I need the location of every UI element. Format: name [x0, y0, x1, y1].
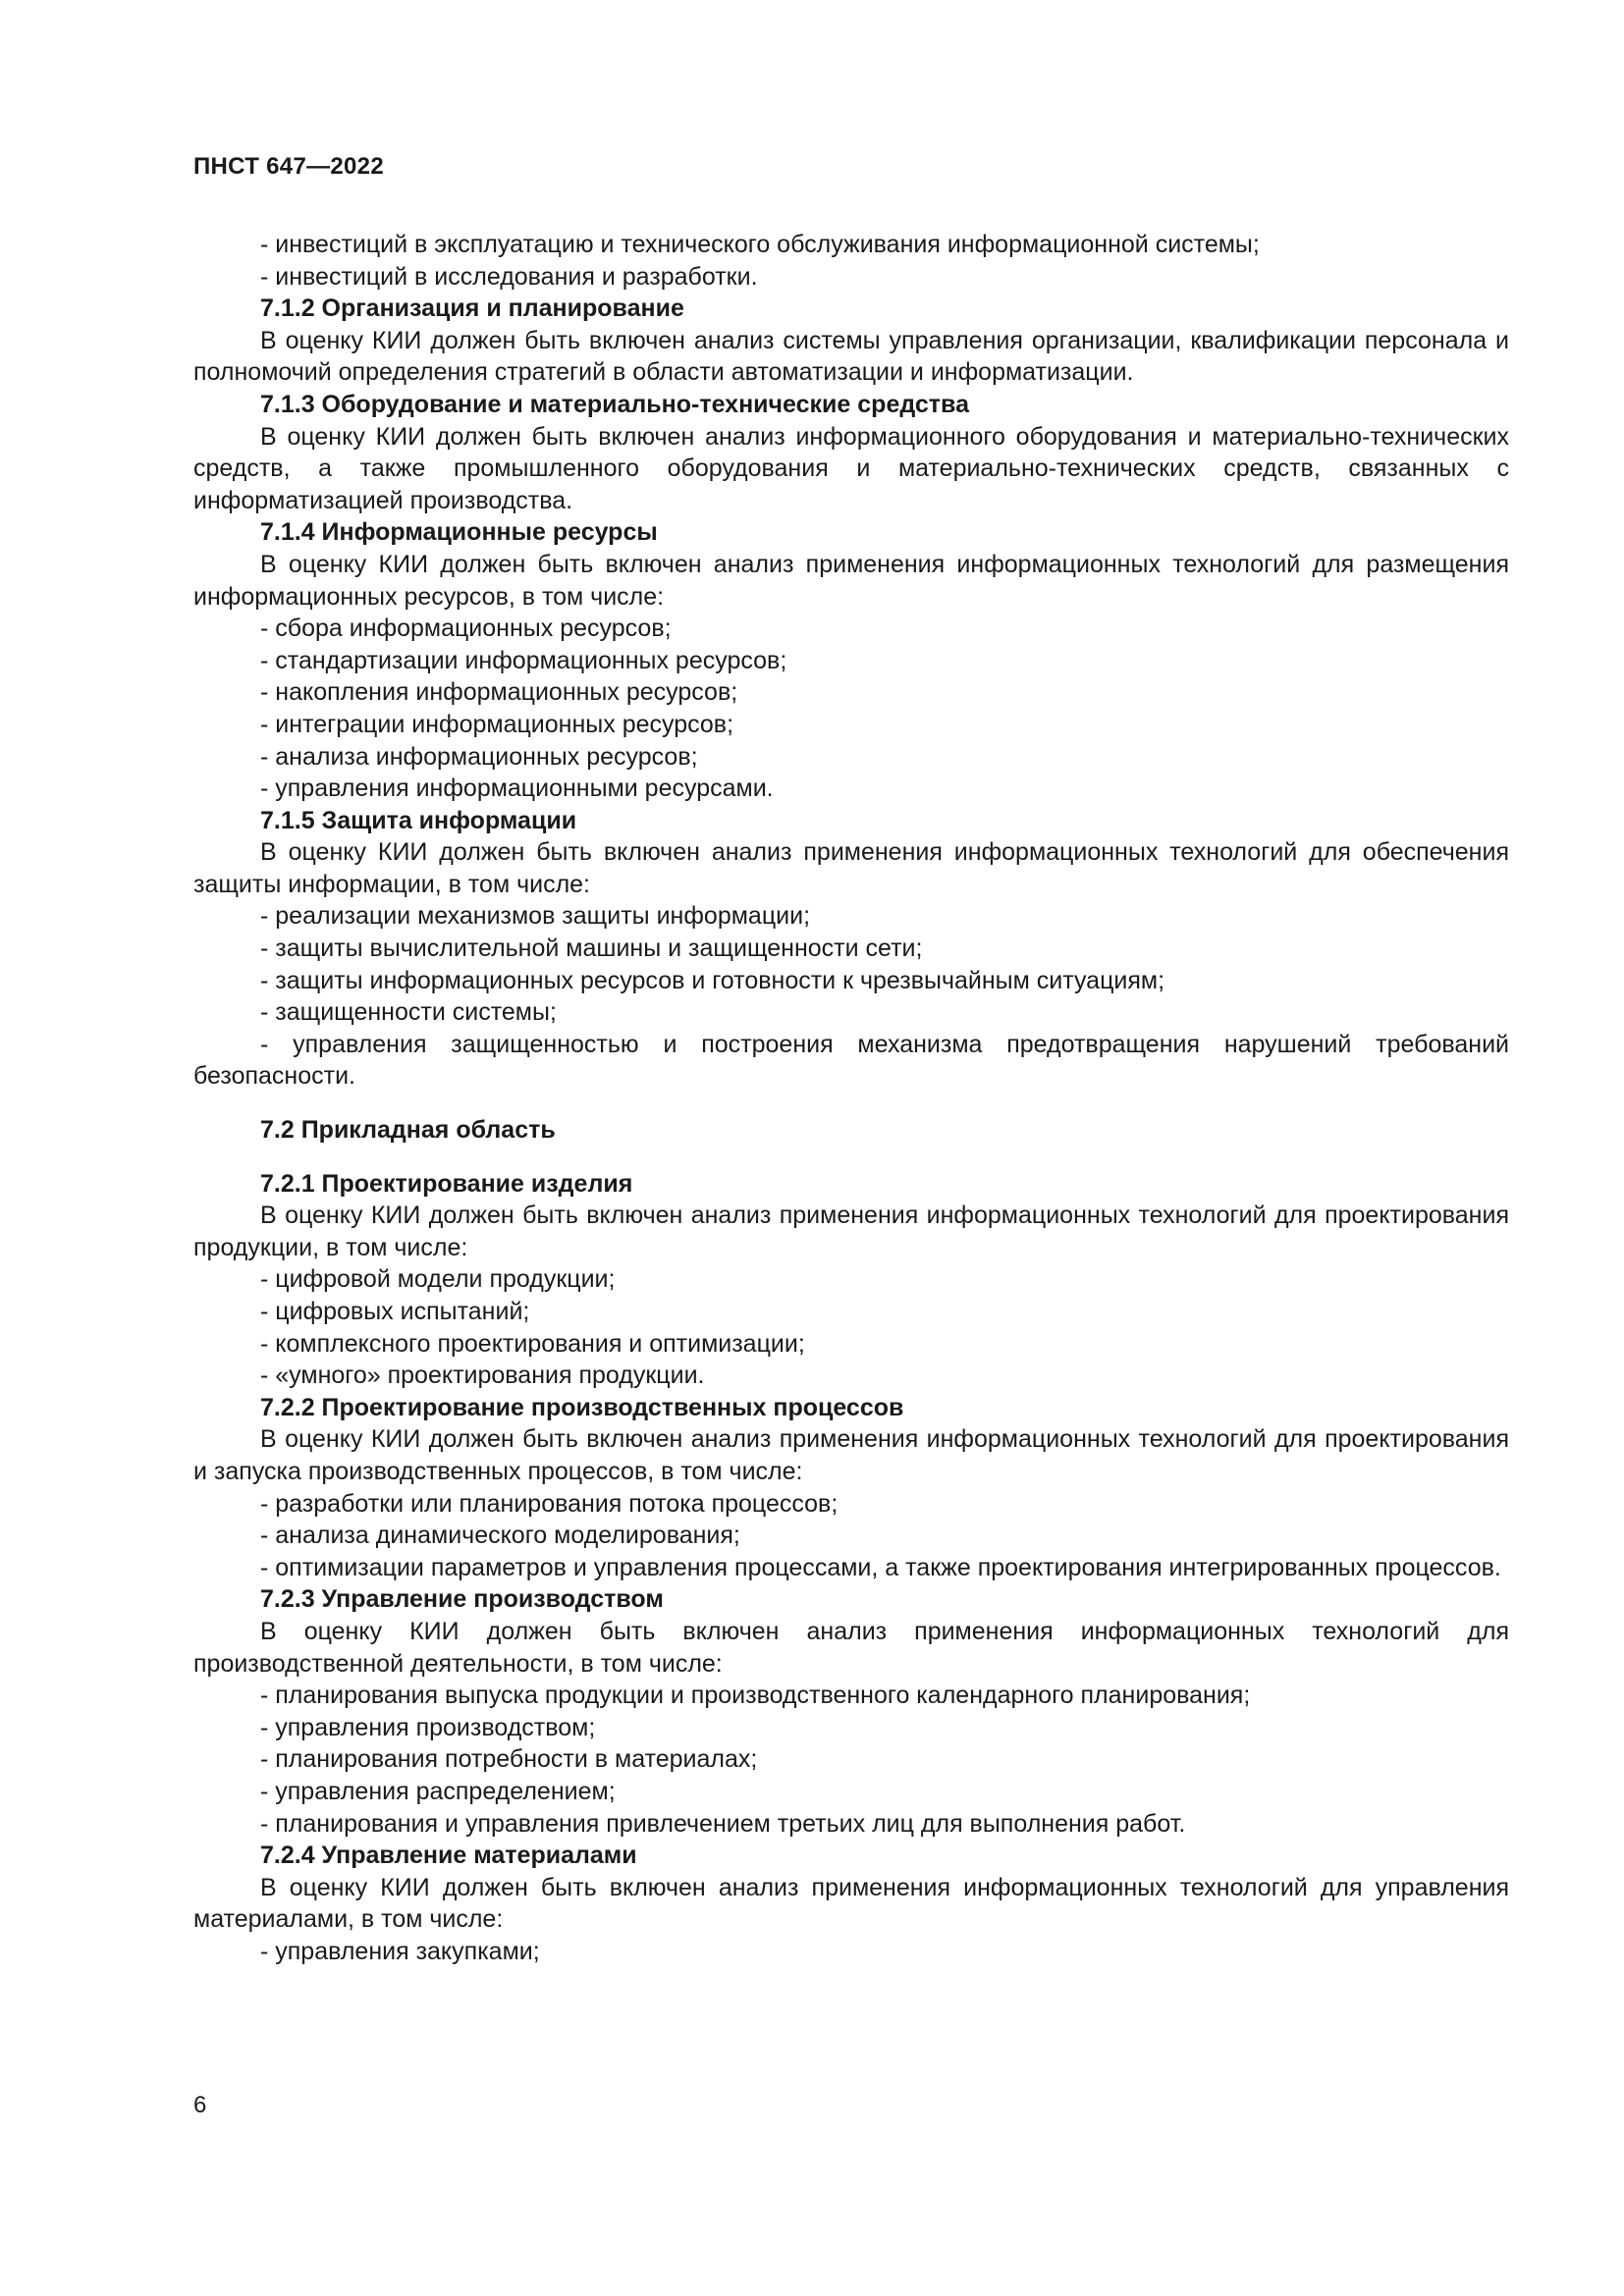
section-heading-7-1-2: 7.1.2 Организация и планирование	[260, 294, 684, 323]
section-heading-7-1-3: 7.1.3 Оборудование и материально-технические средства	[260, 390, 969, 418]
list-item: - инвестиций в исследования и разработки.	[260, 262, 758, 291]
list-item: - защиты вычислительной машины и защищенности сети;	[260, 934, 923, 963]
document-header: ПНСТ 647—2022	[193, 153, 384, 180]
paragraph: В оценку КИИ должен быть включен анализ применения информационных технологий для обеспечения защиты информации, в том числе:	[193, 838, 1509, 898]
list-item: - цифровых испытаний;	[260, 1298, 530, 1325]
list-item: - управления закупками;	[260, 1937, 540, 1965]
paragraph: В оценку КИИ должен быть включен анализ информационного оборудования и материально-технических средств, а также промышленного оборудования и материально-технических средств, связанных с информатизацией производства.	[193, 422, 1509, 514]
list-item: - «умного» проектирования продукции.	[260, 1362, 705, 1390]
section-heading-7-2-3: 7.2.3 Управление производством	[260, 1585, 664, 1614]
list-item: - планирования и управления привлечением третьих лиц для выполнения работ.	[260, 1809, 1186, 1838]
section-heading-7-1-4: 7.1.4 Информационные ресурсы	[260, 518, 658, 547]
list-item: - реализации механизмов защиты информации;	[260, 902, 811, 931]
list-item: - оптимизации параметров и управления процессами, а также проектирования интегрированных процессов.	[260, 1553, 1501, 1581]
section-heading-7-2-2: 7.2.2 Проектирование производственных процессов	[260, 1393, 904, 1421]
list-item: - накопления информационных ресурсов;	[260, 678, 738, 707]
section-heading-7-1-5: 7.1.5 Защита информации	[260, 806, 577, 834]
document-body	[193, 229, 1509, 1967]
list-item: - защищенности системы;	[260, 998, 557, 1027]
list-item: - управления защищенностью и построения механизма предотвращения нарушений требований безопасности.	[193, 1030, 1509, 1091]
list-item: - планирования выпуска продукции и производственного календарного планирования;	[260, 1682, 1251, 1710]
list-item: - анализа динамического моделирования;	[260, 1522, 740, 1550]
list-item: - стандартизации информационных ресурсов;	[260, 646, 787, 674]
list-item: - анализа информационных ресурсов;	[260, 742, 698, 771]
paragraph: В оценку КИИ должен быть включен анализ применения информационных технологий для управления материалами, в том числе:	[193, 1873, 1509, 1934]
list-item: - интеграции информационных ресурсов;	[260, 710, 734, 738]
paragraph: В оценку КИИ должен быть включен анализ применения информационных технологий для проектирования и запуска производственных процессов, в том числе:	[193, 1425, 1509, 1485]
section-heading-7-2-1: 7.2.1 Проектирование изделия	[260, 1169, 633, 1198]
list-item: - цифровой модели продукции;	[260, 1265, 616, 1294]
paragraph: В оценку КИИ должен быть включен анализ применения информационных технологий для проектирования продукции, в том числе:	[193, 1201, 1509, 1261]
list-item: - сбора информационных ресурсов;	[260, 614, 672, 643]
list-item: - комплексного проектирования и оптимизации;	[260, 1329, 805, 1358]
paragraph: В оценку КИИ должен быть включен анализ применения информационных технологий для производственной деятельности, в том числе:	[193, 1617, 1509, 1678]
list-item: - разработки или планирования потока процессов;	[260, 1489, 839, 1518]
page-number: 6	[193, 2092, 207, 2118]
section-heading-7-2: 7.2 Прикладная область	[260, 1116, 556, 1145]
list-item: - защиты информационных ресурсов и готовности к чрезвычайным ситуациям;	[260, 966, 1165, 994]
list-item: - планирования потребности в материалах;	[260, 1745, 758, 1774]
section-heading-7-2-4: 7.2.4 Управление материалами	[260, 1842, 637, 1870]
paragraph: В оценку КИИ должен быть включен анализ применения информационных технологий для размещения информационных ресурсов, в том числе:	[193, 550, 1509, 611]
paragraph: В оценку КИИ должен быть включен анализ системы управления организации, квалификации персонала и полномочий определения стратегий в области автоматизации и информатизации.	[193, 326, 1509, 387]
list-item: - управления распределением;	[260, 1777, 616, 1805]
list-item: - управления информационными ресурсами.	[260, 774, 774, 803]
list-item: - инвестиций в эксплуатацию и технического обслуживания информационной системы;	[260, 231, 1260, 258]
list-item: - управления производством;	[260, 1713, 596, 1741]
